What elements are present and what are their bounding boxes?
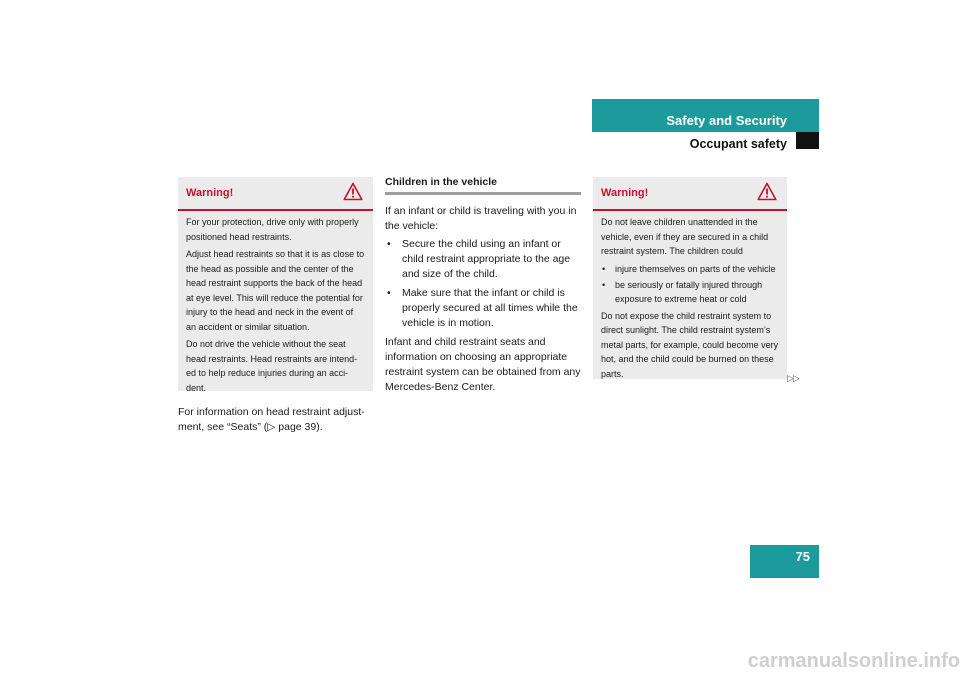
warning-triangle-icon (757, 182, 777, 201)
warning-body (178, 211, 373, 406)
list-item: • injure themselves on parts of the vehicle (601, 262, 779, 276)
head-restraint-reference (178, 405, 374, 438)
warning-triangle-icon (343, 182, 363, 201)
continued-arrow-icon: ▷▷ (787, 373, 799, 383)
header-corner-marker (796, 132, 819, 149)
warning-header (593, 177, 787, 211)
list-item: • Secure the child using an infant or child restraint appropriate to the age and size of the child. (385, 237, 581, 282)
warning-title: Warning! (601, 187, 649, 199)
section-title: Occupant safety (689, 137, 787, 151)
list-item: • Make sure that the infant or child is properly secured at all times while the vehicle is in motion. (385, 286, 581, 331)
chapter-title: Safety and Security (666, 113, 787, 128)
watermark: carmanualsonline.info (747, 650, 960, 672)
closing-paragraph: Infant and child restraint seats and information on choosing an appropriate restraint system can be obtained from any Mercedes-Benz Center. (385, 336, 581, 393)
children-in-vehicle-section (385, 176, 581, 398)
instruction-list (385, 237, 581, 331)
warning-paragraph: For your protection, drive only with properly positioned head restraints. (186, 217, 359, 242)
reference-paragraph: For information on head restraint adjust-ment, see “Seats” (▷ page 39). (178, 406, 365, 433)
warning-list (601, 262, 779, 306)
page-number: 75 (795, 549, 810, 564)
warning-box-head-restraints (178, 177, 373, 391)
warning-paragraph: Do not drive the vehicle without the seat head restraints. Head restraints are intend-ed to help reduce injuries during an acci-dent. (186, 339, 358, 393)
section-heading: Children in the vehicle (385, 176, 581, 195)
warning-header (178, 177, 373, 211)
warning-title: Warning! (186, 187, 234, 199)
warning-paragraph: Do not leave children unattended in the vehicle, even if they are secured in a child restraint system. The children could (601, 217, 769, 256)
list-item: • be seriously or fatally injured through exposure to extreme heat or cold (601, 278, 779, 306)
warning-paragraph: Do not expose the child restraint system to direct sunlight. The child restraint system’s metal parts, for example, could become very hot, and the child could be burned on these parts. (601, 310, 779, 379)
warning-box-children (593, 177, 787, 379)
warning-body (593, 211, 787, 392)
warning-paragraph: Adjust head restraints so that it is as close to the head as possible and the center of the head restraint supports the back of the head at eye level. This will reduce the potential for injury to the head and neck in the event of an accident or similar situation. (186, 249, 365, 332)
intro-paragraph: If an infant or child is traveling with you in the vehicle: (385, 205, 577, 232)
